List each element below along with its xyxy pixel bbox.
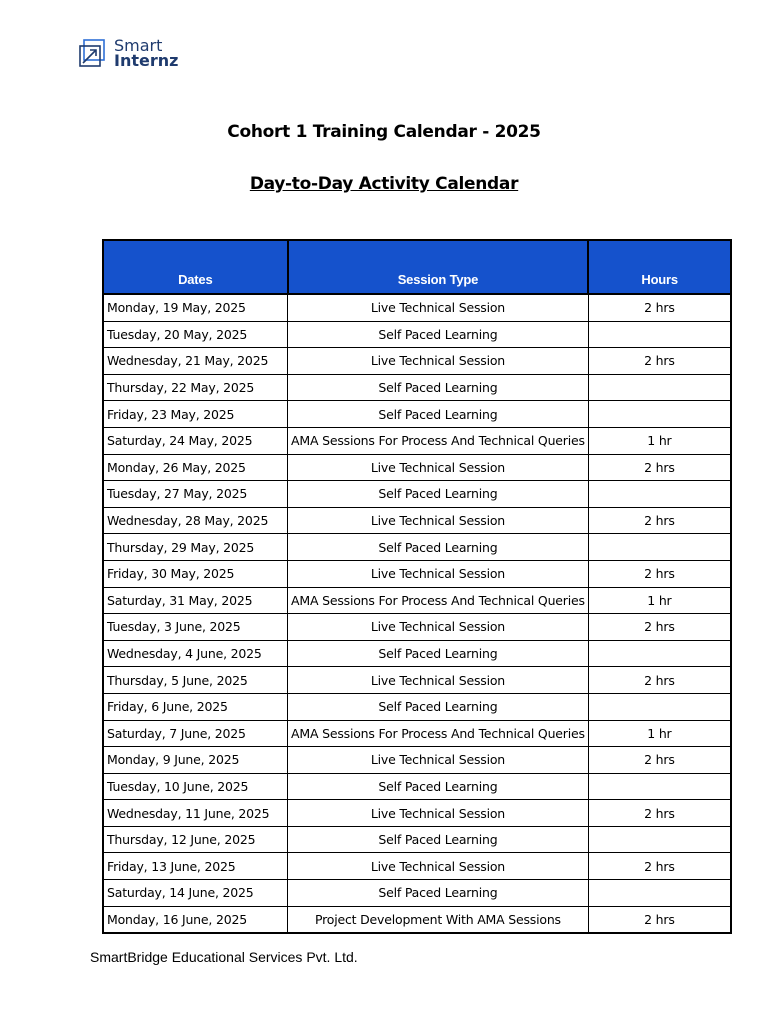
session-type-cell: AMA Sessions For Process And Technical Queries [288,587,589,614]
table-row [103,348,731,375]
date-cell: Thursday, 29 May, 2025 [103,534,288,561]
hours-cell [588,640,731,667]
hours-cell: 2 hrs [588,614,731,641]
hours-cell [588,693,731,720]
hours-cell [588,826,731,853]
header-dates: Dates [103,240,288,294]
session-type-cell: Self Paced Learning [288,374,589,401]
session-type-cell: Live Technical Session [288,507,589,534]
date-cell: Monday, 19 May, 2025 [103,294,288,321]
date-cell: Friday, 6 June, 2025 [103,693,288,720]
session-type-cell: Live Technical Session [288,560,589,587]
session-type-cell: Self Paced Learning [288,401,589,428]
date-cell: Wednesday, 28 May, 2025 [103,507,288,534]
session-type-cell: Self Paced Learning [288,481,589,508]
session-type-cell: Self Paced Learning [288,534,589,561]
table-row [103,321,731,348]
session-type-cell: Self Paced Learning [288,321,589,348]
date-cell: Saturday, 14 June, 2025 [103,880,288,907]
date-cell: Thursday, 22 May, 2025 [103,374,288,401]
table-row [103,906,731,933]
hours-cell [588,534,731,561]
hours-cell: 2 hrs [588,507,731,534]
date-cell: Saturday, 24 May, 2025 [103,427,288,454]
session-type-cell: AMA Sessions For Process And Technical Queries [288,427,589,454]
session-type-cell: AMA Sessions For Process And Technical Queries [288,720,589,747]
hours-cell: 2 hrs [588,560,731,587]
hours-cell: 2 hrs [588,853,731,880]
table-row [103,454,731,481]
session-type-cell: Self Paced Learning [288,880,589,907]
table-row [103,401,731,428]
date-cell: Wednesday, 21 May, 2025 [103,348,288,375]
hours-cell [588,321,731,348]
session-type-cell: Self Paced Learning [288,640,589,667]
hours-cell [588,401,731,428]
date-cell: Monday, 9 June, 2025 [103,747,288,774]
hours-cell [588,773,731,800]
date-cell: Tuesday, 10 June, 2025 [103,773,288,800]
session-type-cell: Live Technical Session [288,454,589,481]
hours-cell: 1 hr [588,587,731,614]
table-row [103,800,731,827]
session-type-cell: Self Paced Learning [288,693,589,720]
session-type-cell: Live Technical Session [288,294,589,321]
date-cell: Wednesday, 11 June, 2025 [103,800,288,827]
hours-cell: 2 hrs [588,747,731,774]
session-type-cell: Live Technical Session [288,667,589,694]
date-cell: Saturday, 7 June, 2025 [103,720,288,747]
table-row [103,773,731,800]
activity-calendar-table [102,239,732,934]
table-body [103,294,731,933]
table-row [103,826,731,853]
date-cell: Tuesday, 3 June, 2025 [103,614,288,641]
page-title: Cohort 1 Training Calendar - 2025 [227,122,541,142]
logo-line-1: Smart [114,36,163,55]
table-row [103,587,731,614]
hours-cell [588,374,731,401]
table-row [103,880,731,907]
hours-cell [588,481,731,508]
hours-cell: 2 hrs [588,667,731,694]
hours-cell: 2 hrs [588,800,731,827]
table-row [103,640,731,667]
page-subtitle: Day-to-Day Activity Calendar [249,174,519,194]
date-cell: Friday, 13 June, 2025 [103,853,288,880]
date-cell: Tuesday, 27 May, 2025 [103,481,288,508]
table-row [103,507,731,534]
header-session-type: Session Type [288,240,589,294]
hours-cell: 2 hrs [588,348,731,375]
table-row [103,667,731,694]
session-type-cell: Project Development With AMA Sessions [288,906,589,933]
table-row [103,481,731,508]
table-row [103,853,731,880]
table-row [103,693,731,720]
date-cell: Monday, 26 May, 2025 [103,454,288,481]
session-type-cell: Self Paced Learning [288,773,589,800]
hours-cell: 2 hrs [588,906,731,933]
date-cell: Monday, 16 June, 2025 [103,906,288,933]
session-type-cell: Live Technical Session [288,800,589,827]
logo-wordmark [114,38,178,68]
table-header-row [103,240,731,294]
date-cell: Tuesday, 20 May, 2025 [103,321,288,348]
date-cell: Friday, 23 May, 2025 [103,401,288,428]
hours-cell: 2 hrs [588,294,731,321]
table-row [103,294,731,321]
session-type-cell: Live Technical Session [288,853,589,880]
table-row [103,374,731,401]
session-type-cell: Self Paced Learning [288,826,589,853]
date-cell: Wednesday, 4 June, 2025 [103,640,288,667]
table-row [103,747,731,774]
logo-line-2: Internz [114,51,179,70]
date-cell: Thursday, 5 June, 2025 [103,667,288,694]
table-row [103,614,731,641]
date-cell: Friday, 30 May, 2025 [103,560,288,587]
hours-cell: 1 hr [588,720,731,747]
footer-company-name: SmartBridge Educational Services Pvt. Ltd. [90,949,358,965]
table-row [103,427,731,454]
session-type-cell: Live Technical Session [288,747,589,774]
smartinternz-logo [78,38,178,68]
date-cell: Thursday, 12 June, 2025 [103,826,288,853]
hours-cell: 2 hrs [588,454,731,481]
table-row [103,560,731,587]
logo-mark-icon [78,38,106,68]
table-row [103,720,731,747]
session-type-cell: Live Technical Session [288,348,589,375]
table-row [103,534,731,561]
session-type-cell: Live Technical Session [288,614,589,641]
hours-cell [588,880,731,907]
date-cell: Saturday, 31 May, 2025 [103,587,288,614]
header-hours: Hours [588,240,731,294]
hours-cell: 1 hr [588,427,731,454]
